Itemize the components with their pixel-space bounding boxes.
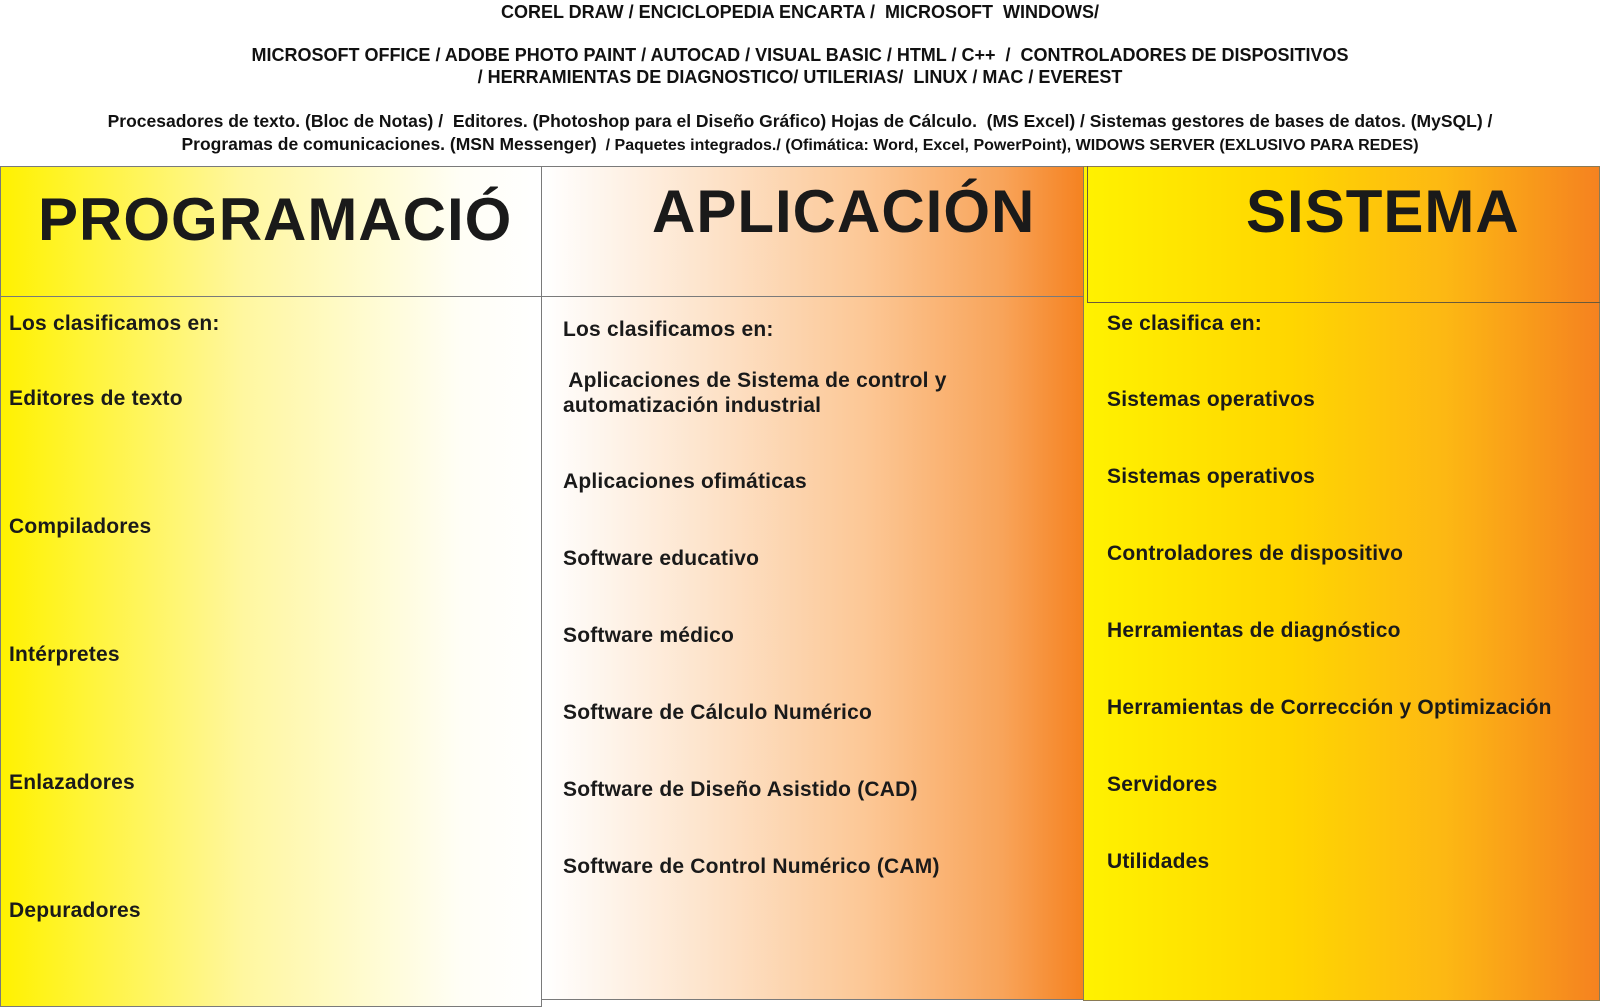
list-item: Software educativo [563,547,760,570]
examples-line-4: Procesadores de texto. (Bloc de Notas) / Editores. (Photoshop para el Diseño Gráfico) Hojas de Cálculo. (MS Excel) / Sistemas gestores de bases de datos. (MySQL) / [107,111,1493,131]
column-programacion [0,166,542,1007]
examples-line-5-part-a: Programas de comunicaciones. (MSN Messenger) [181,134,597,154]
list-item-continuation: automatización industrial [563,394,822,417]
header-divider [542,296,1083,297]
list-item: Intérpretes [9,643,120,666]
column-title-aplicacion: APLICACIÓN [652,178,1036,245]
list-item: Software de Control Numérico (CAM) [563,855,940,878]
examples-line-3: / HERRAMIENTAS DE DIAGNOSTICO/ UTILERIAS/ LINUX / MAC / EVEREST [477,67,1123,87]
column-title-programacion: PROGRAMACIÓ [38,186,513,253]
column-title-sistema: SISTEMA [1246,178,1520,245]
list-item: Herramientas de diagnóstico [1107,619,1401,642]
examples-line-2: MICROSOFT OFFICE / ADOBE PHOTO PAINT / AUTOCAD / VISUAL BASIC / HTML / C++ / CONTROLADORES DE DISPOSITIVOS [251,45,1349,65]
list-item: Software médico [563,624,735,647]
column-intro: Los clasificamos en: [9,312,220,335]
list-item: Enlazadores [9,771,135,794]
list-item: Aplicaciones de Sistema de control y [563,369,947,392]
examples-line-1: COREL DRAW / ENCICLOPEDIA ENCARTA / MICROSOFT WINDOWS/ [501,2,1099,22]
header-divider [1,296,541,297]
list-item: Software de Cálculo Numérico [563,701,873,724]
list-item: Sistemas operativos [1107,465,1316,488]
list-item: Utilidades [1107,850,1210,873]
list-item: Servidores [1107,773,1218,796]
examples-line-5-part-b: / Paquetes integrados./ (Ofimática: Word, Excel, PowerPoint), WIDOWS SERVER (EXLUSIVO PARA REDES) [596,137,1419,154]
list-item: Editores de texto [9,387,183,410]
column-intro: Los clasificamos en: [563,318,774,341]
list-item: Sistemas operativos [1107,388,1316,411]
list-item: Compiladores [9,515,152,538]
column-intro: Se clasifica en: [1107,312,1262,335]
examples-line-5 [0,134,1600,155]
list-item: Controladores de dispositivo [1107,542,1404,565]
column-sistema [1083,166,1600,1001]
list-item: Software de Diseño Asistido (CAD) [563,778,918,801]
column-aplicacion [541,166,1084,1000]
list-item: Herramientas de Corrección y Optimización [1107,696,1552,719]
list-item: Depuradores [9,899,141,922]
list-item: Aplicaciones ofimáticas [563,470,807,493]
